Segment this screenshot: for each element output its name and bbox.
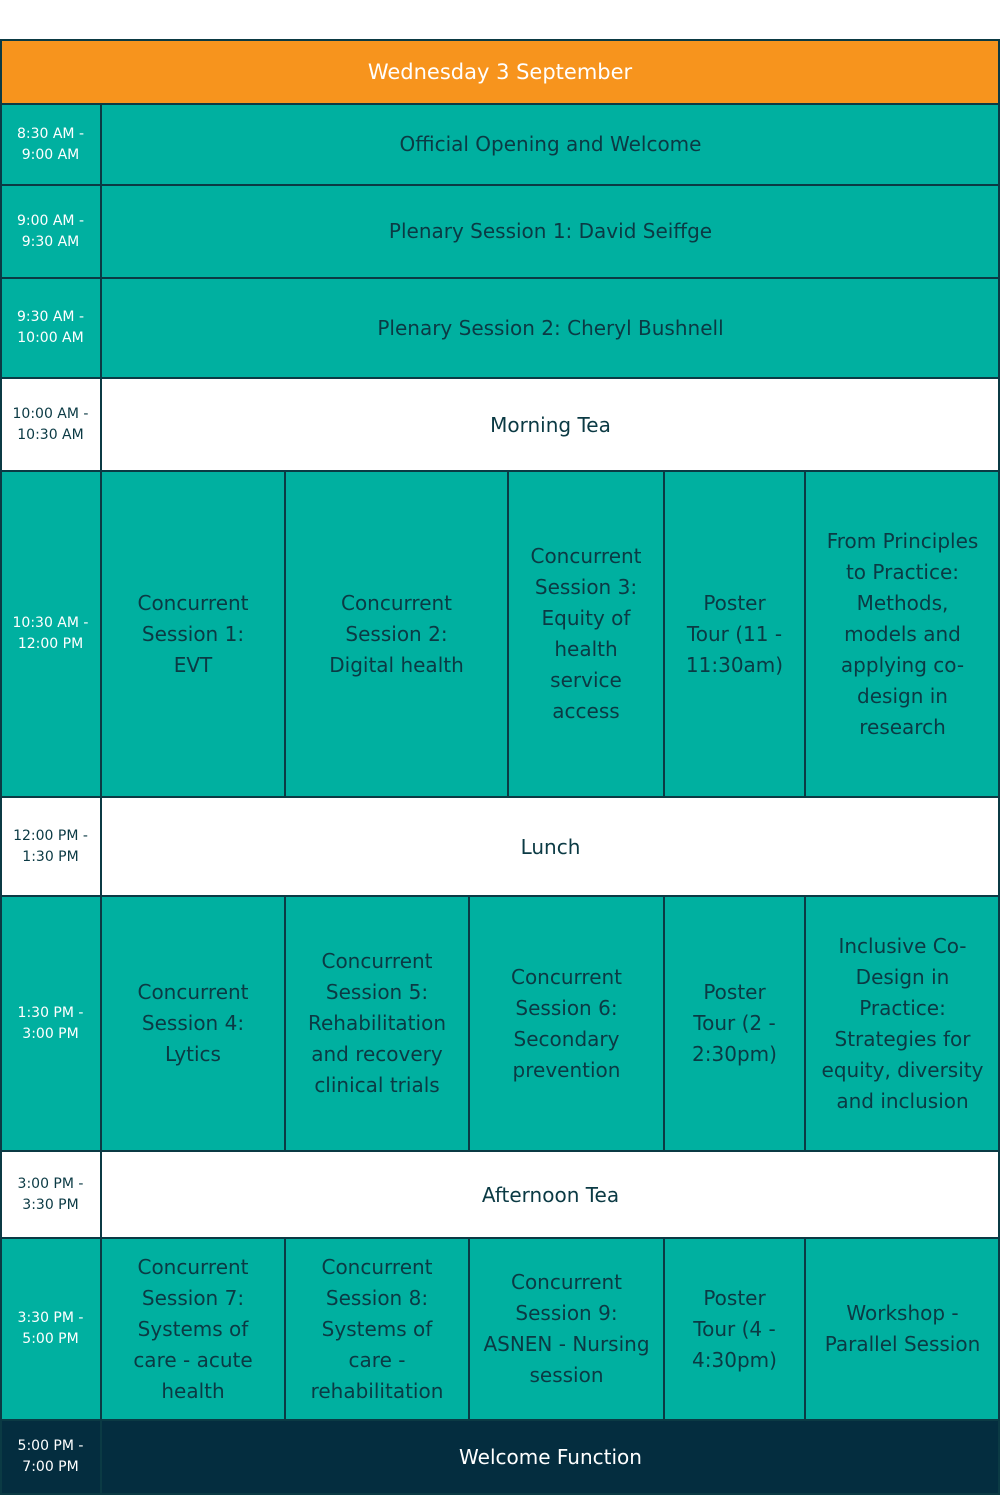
session-cell <box>664 471 805 797</box>
session-label: Concurrent Session 6: Secondary prevention <box>510 964 623 1082</box>
session-label: Official Opening and Welcome <box>399 132 702 156</box>
time-slot <box>0 378 101 471</box>
session-cell <box>285 1238 469 1420</box>
session-label: Workshop - Parallel Session <box>824 1301 981 1356</box>
time-label: 9:30 AM - 10:00 AM <box>16 309 85 346</box>
session-label: Plenary Session 2: Cheryl Bushnell <box>377 315 724 340</box>
session-label: Inclusive Co-Design in Practice: Strategies for equity, diversity and inclusion <box>821 933 984 1113</box>
session-label: Plenary Session 1: David Seiffge <box>388 219 713 243</box>
session-label: Concurrent Session 9: ASNEN - Nursing session <box>483 1270 650 1387</box>
session-label: Poster Tour (11 - 11:30am) <box>685 590 784 677</box>
break-label: Afternoon Tea <box>481 1182 620 1207</box>
time-slot <box>0 896 101 1151</box>
session-cell <box>285 896 469 1151</box>
time-slot <box>0 104 101 185</box>
session-cell <box>664 1238 805 1420</box>
time-slot <box>0 1420 101 1494</box>
time-label: 8:30 AM - 9:00 AM <box>16 125 85 163</box>
session-label: Concurrent Session 5: Rehabilitation and recovery clinical trials <box>307 949 446 1097</box>
time-slot <box>0 797 101 896</box>
session-label: Concurrent Session 2: Digital health <box>329 590 464 677</box>
time-label: 10:00 AM - 10:30 AM <box>12 405 89 443</box>
session-label: Poster Tour (2 - 2:30pm) <box>692 980 777 1066</box>
time-label: 9:00 AM - 9:30 AM <box>16 212 85 250</box>
session-label: Concurrent Session 7: Systems of care - acute health <box>133 1254 253 1403</box>
time-label: 1:30 PM - 3:00 PM <box>17 1004 84 1042</box>
session-label: Concurrent Session 3: Equity of health service access <box>530 544 642 723</box>
event-welcome-function <box>101 1420 1000 1494</box>
event-label: Welcome Function <box>459 1445 642 1469</box>
break-label: Lunch <box>520 834 581 859</box>
day-header <box>0 40 1000 104</box>
break-morning-tea <box>101 378 1000 471</box>
session-cell <box>469 896 664 1151</box>
session-cell <box>508 471 664 797</box>
session-block-plenary-1 <box>101 185 1000 278</box>
time-label: 10:30 AM - 12:00 PM <box>12 615 89 652</box>
session-cell <box>285 471 508 797</box>
session-cell <box>805 1238 1000 1420</box>
time-label: 5:00 PM - 7:00 PM <box>17 1438 84 1475</box>
session-cell <box>664 896 805 1151</box>
session-cell <box>101 1238 285 1420</box>
session-cell <box>805 896 1000 1151</box>
session-cell <box>805 471 1000 797</box>
time-slot <box>0 185 101 278</box>
break-label: Morning Tea <box>490 412 611 437</box>
session-label: Concurrent Session 4: Lytics <box>137 980 249 1066</box>
session-cell <box>101 471 285 797</box>
time-slot <box>0 1238 101 1420</box>
time-slot <box>0 471 101 797</box>
session-label: Concurrent Session 8: Systems of care - rehabilitation <box>310 1254 444 1403</box>
break-afternoon-tea <box>101 1151 1000 1238</box>
day-title: Wednesday 3 September <box>367 60 633 84</box>
session-label: Concurrent Session 1: EVT <box>137 590 249 677</box>
session-cell <box>469 1238 664 1420</box>
session-cell <box>101 896 285 1151</box>
time-slot <box>0 278 101 378</box>
time-label: 3:00 PM - 3:30 PM <box>17 1175 84 1213</box>
session-block-opening <box>101 104 1000 185</box>
break-lunch <box>101 797 1000 896</box>
session-label: From Principles to Practice: Methods, models and applying co-design in research <box>826 528 979 739</box>
time-label: 12:00 PM - 1:30 PM <box>13 827 88 865</box>
time-slot <box>0 1151 101 1238</box>
session-block-plenary-2 <box>101 278 1000 378</box>
session-label: Poster Tour (4 - 4:30pm) <box>692 1285 777 1372</box>
time-label: 3:30 PM - 5:00 PM <box>17 1310 84 1347</box>
